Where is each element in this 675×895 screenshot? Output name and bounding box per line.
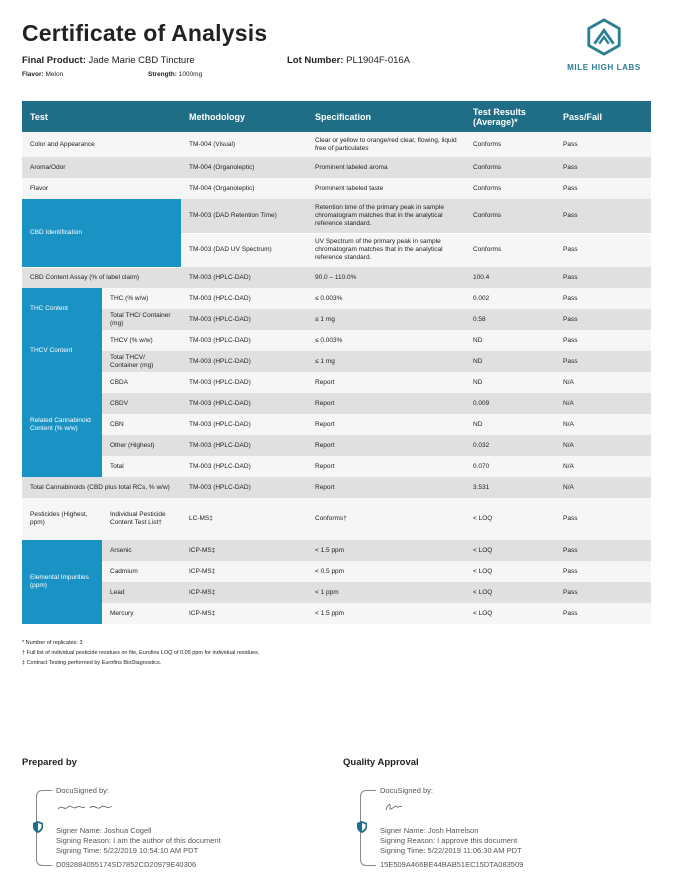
cell-subtest: THC (% w/w) [102, 288, 181, 309]
cell-result: 3.531 [465, 477, 555, 498]
table-row [22, 351, 651, 372]
cell-method: TM-003 (HPLC-DAD) [181, 414, 307, 435]
cell-pass: N/A [555, 393, 651, 414]
final-product: Final Product: Jade Marie CBD Tincture [22, 55, 195, 66]
cell-spec: Report [307, 477, 465, 498]
cell-subtest: Cadmium [102, 561, 181, 582]
table-row [22, 309, 651, 330]
cell-result: < LOQ [465, 603, 555, 624]
signature-hash: D092884055174SD7852CD20979E40306 [56, 860, 197, 869]
cell-result: ND [465, 351, 555, 372]
signature-block-prepared [22, 786, 232, 872]
signing-time: Signing Time: 5/22/2019 11:06:30 AM PDT [380, 846, 522, 855]
cell-spec: ≤ 1 mg [307, 309, 465, 330]
table-row [22, 267, 651, 288]
cell-pass: Pass [555, 603, 651, 624]
table-row [22, 477, 651, 498]
shield-icon [356, 820, 368, 834]
table-row [22, 132, 651, 157]
table-row [22, 372, 651, 393]
header-specification: Specification [307, 101, 465, 132]
cell-method: TM-003 (HPLC-DAD) [181, 330, 307, 351]
cell-result: ND [465, 414, 555, 435]
cell-pass: Pass [555, 288, 651, 309]
cell-pass: N/A [555, 372, 651, 393]
cell-result: ND [465, 372, 555, 393]
cell-subtest: CBN [102, 414, 181, 435]
mountain-hexagon-icon [585, 18, 623, 56]
cell-pass: Pass [555, 582, 651, 603]
signing-time: Signing Time: 5/22/2019 10:54:10 AM PDT [56, 846, 199, 855]
cell-result: 100.4 [465, 267, 555, 288]
cell-subtest: CBDA [102, 372, 181, 393]
handwritten-signature [380, 800, 410, 814]
signature-block-approval [346, 786, 556, 872]
table-header [22, 101, 651, 132]
cell-spec: < 1.5 ppm [307, 603, 465, 624]
cell-method: TM-003 (HPLC-DAD) [181, 351, 307, 372]
cell-pass: Pass [555, 233, 651, 267]
table-row [22, 199, 651, 233]
cell-method: TM-003 (DAD UV Spectrum) [181, 233, 307, 267]
cell-test: Flavor [22, 178, 181, 199]
cell-pass: N/A [555, 414, 651, 435]
cell-pass: Pass [555, 351, 651, 372]
cell-spec: Conforms† [307, 498, 465, 540]
cell-method: TM-004 (Organoleptic) [181, 157, 307, 178]
cell-result: Conforms [465, 199, 555, 233]
cell-result: Conforms [465, 132, 555, 157]
cell-spec: Report [307, 435, 465, 456]
cell-method: ICP-MS‡ [181, 603, 307, 624]
cell-pass: N/A [555, 435, 651, 456]
cell-method: ICP-MS‡ [181, 561, 307, 582]
company-logo [555, 18, 653, 72]
cell-subtest: Arsenic [102, 540, 181, 561]
prepared-heading: Prepared by [22, 757, 77, 768]
shield-icon [32, 820, 44, 834]
cell-pass: Pass [555, 267, 651, 288]
table-row [22, 456, 651, 477]
signature-hash: 15E509A466BE44BAB51EC15DTA083509 [380, 860, 524, 869]
table-row [22, 498, 651, 540]
cell-method: TM-004 (Visual) [181, 132, 307, 157]
table-row [22, 393, 651, 414]
group-label: THCV Content [22, 330, 102, 372]
cell-method: TM-003 (HPLC-DAD) [181, 456, 307, 477]
page-title: Certificate of Analysis [22, 20, 268, 46]
cell-pass: Pass [555, 561, 651, 582]
cell-spec: ≤ 0.003% [307, 330, 465, 351]
company-name: MILE HIGH LABS [567, 63, 641, 72]
cell-spec: Retention time of the primary peak in sample chromatogram matches that in the analytical reference standard. [307, 199, 465, 233]
cell-method: TM-003 (HPLC-DAD) [181, 267, 307, 288]
table-row [22, 330, 651, 351]
group-label: Related Cannabinoid Content (% w/w) [22, 372, 102, 477]
cell-subtest: Other (Highest) [102, 435, 181, 456]
group-label: THC Content [22, 288, 102, 330]
cell-spec: ≤ 1 mg [307, 351, 465, 372]
table-row [22, 582, 651, 603]
cell-spec: Clear or yellow to orange/red clear, flowing, liquid free of particulates [307, 132, 465, 157]
cell-pass: N/A [555, 477, 651, 498]
cell-subtest: Mercury [102, 603, 181, 624]
cell-pass: Pass [555, 309, 651, 330]
cell-result: 0.070 [465, 456, 555, 477]
lot-number: Lot Number: PL1904F-016A [287, 55, 411, 66]
cell-spec: < 0.5 ppm [307, 561, 465, 582]
cell-method: TM-003 (HPLC-DAD) [181, 309, 307, 330]
docusigned-label: DocuSigned by: [380, 786, 433, 795]
cell-result: 0.58 [465, 309, 555, 330]
cell-method: TM-003 (HPLC-DAD) [181, 288, 307, 309]
cell-pass: Pass [555, 498, 651, 540]
cell-pass: Pass [555, 330, 651, 351]
cell-pass: Pass [555, 199, 651, 233]
cell-result: < LOQ [465, 582, 555, 603]
analysis-table [22, 101, 651, 624]
group-label: Elemental Impurities (ppm) [22, 540, 102, 624]
cell-method: ICP-MS‡ [181, 582, 307, 603]
cell-spec: 90.0 – 110.0% [307, 267, 465, 288]
cell-test: Color and Appearance [22, 132, 181, 157]
cell-result: 0.002 [465, 288, 555, 309]
cell-test: Total Cannabinoids (CBD plus total RCs, % w/w) [22, 477, 181, 498]
header-pass-fail: Pass/Fail [555, 101, 651, 132]
group-label: CBD Identification [22, 199, 181, 267]
cell-spec: Report [307, 393, 465, 414]
header-test: Test [22, 101, 181, 132]
table-row [22, 288, 651, 309]
footnote: ‡ Contract Testing performed by Eurofins BioDiagnostics. [22, 660, 162, 666]
cell-method: ICP-MS‡ [181, 540, 307, 561]
table-row [22, 178, 651, 199]
docusigned-label: DocuSigned by: [56, 786, 109, 795]
cell-subtest: Total [102, 456, 181, 477]
cell-pass: Pass [555, 157, 651, 178]
cell-method: TM-004 (Organoleptic) [181, 178, 307, 199]
cell-subtest: THCV (% w/w) [102, 330, 181, 351]
footnote: * Number of replicates: 3 [22, 640, 83, 646]
table-row [22, 603, 651, 624]
header-results: Test Results (Average)* [465, 101, 555, 132]
cell-method: TM-003 (HPLC-DAD) [181, 477, 307, 498]
cell-spec: Prominent labeled taste [307, 178, 465, 199]
table-row [22, 414, 651, 435]
cell-spec: < 1 ppm [307, 582, 465, 603]
cell-spec: < 1.5 ppm [307, 540, 465, 561]
cell-spec: Report [307, 372, 465, 393]
header-methodology: Methodology [181, 101, 307, 132]
cell-result: Conforms [465, 178, 555, 199]
cell-method: TM-003 (DAD Retention Time) [181, 199, 307, 233]
cell-spec: Report [307, 414, 465, 435]
table-row [22, 561, 651, 582]
table-row [22, 157, 651, 178]
cell-test: Aroma/Odor [22, 157, 181, 178]
handwritten-signature [56, 800, 116, 814]
cell-spec: ≤ 0.003% [307, 288, 465, 309]
cell-subtest: CBDV [102, 393, 181, 414]
approval-heading: Quality Approval [343, 757, 419, 768]
cell-result: < LOQ [465, 498, 555, 540]
cell-result: Conforms [465, 157, 555, 178]
cell-result: 0.032 [465, 435, 555, 456]
group-label: Pesticides (Highest, ppm) [22, 498, 102, 540]
footnote: † Full list of individual pesticide residues on file, Eurofins LOQ of 0.05 ppm for individual residues. [22, 650, 260, 656]
cell-result: Conforms [465, 233, 555, 267]
cell-spec: UV Spectrum of the primary peak in sample chromatogram matches that in the analytical reference standard. [307, 233, 465, 267]
cell-subtest: Individual Pesticide Content Test List† [102, 498, 181, 540]
table-row [22, 540, 651, 561]
cell-pass: N/A [555, 456, 651, 477]
signing-reason: Signing Reason: I am the author of this document [56, 836, 221, 845]
cell-subtest: Total THC/ Container (mg) [102, 309, 181, 330]
cell-subtest: Total THCV/ Container (mg) [102, 351, 181, 372]
signer-name: Signer Name: Joshua Cogell [56, 826, 152, 835]
cell-result: ND [465, 330, 555, 351]
cell-method: TM-003 (HPLC-DAD) [181, 393, 307, 414]
signing-reason: Signing Reason: I approve this document [380, 836, 518, 845]
cell-subtest: Lead [102, 582, 181, 603]
cell-pass: Pass [555, 178, 651, 199]
cell-spec: Prominent labeled aroma [307, 157, 465, 178]
cell-result: 0.009 [465, 393, 555, 414]
signer-name: Signer Name: Josh Harrelson [380, 826, 479, 835]
table-row [22, 435, 651, 456]
strength: Strength: 1000mg [148, 71, 203, 78]
cell-result: < LOQ [465, 540, 555, 561]
flavor: Flavor: Melon [22, 71, 64, 78]
cell-method: TM-003 (HPLC-DAD) [181, 372, 307, 393]
footnotes [22, 638, 259, 668]
cell-method: TM-003 (HPLC-DAD) [181, 435, 307, 456]
cell-pass: Pass [555, 540, 651, 561]
cell-test: CBD Content Assay (% of label claim) [22, 267, 181, 288]
cell-pass: Pass [555, 132, 651, 157]
cell-method: LC-MS‡ [181, 498, 307, 540]
cell-result: < LOQ [465, 561, 555, 582]
cell-spec: Report [307, 456, 465, 477]
